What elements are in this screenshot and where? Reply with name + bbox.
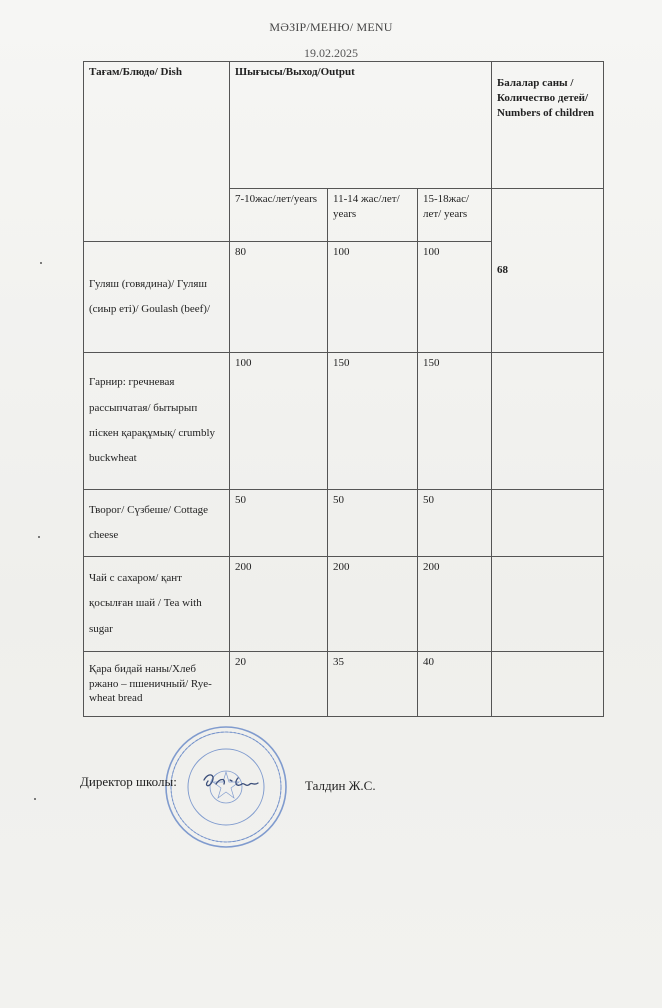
output-7-10: 20 — [230, 652, 328, 717]
dish-name: Чай с сахаром/ қант қосылған шай / Tea with sugar — [84, 557, 230, 652]
output-15-18: 100 — [418, 242, 492, 353]
children-empty — [492, 557, 604, 652]
header-age-15-18: 15-18жас/лет/ years — [418, 189, 492, 242]
menu-table — [83, 61, 604, 717]
output-15-18: 150 — [418, 353, 492, 490]
output-15-18: 200 — [418, 557, 492, 652]
scan-speck — [34, 798, 36, 800]
dish-name: Гарнир: гречневая рассыпчатая/ бытырып піскен қарақұмық/ crumbly buckwheat — [84, 353, 230, 490]
header-children: Балалар саны /Количество детей/ Numbers of children — [492, 62, 604, 189]
dish-name: Творог/ Сүзбеше/ Cottage cheese — [84, 490, 230, 557]
children-count: 68 — [492, 189, 604, 353]
output-15-18: 40 — [418, 652, 492, 717]
scan-speck — [38, 536, 40, 538]
director-name: Талдин Ж.С. — [305, 778, 376, 793]
header-output: Шығысы/Выход/Output — [230, 62, 492, 189]
output-11-14: 100 — [328, 242, 418, 353]
header-row-1 — [84, 62, 604, 189]
dish-name: Қара бидай наны/Хлеб ржано – пшеничный/ Rye-wheat bread — [84, 652, 230, 717]
document-title: МӘЗІР/МЕНЮ/ MENU — [269, 20, 393, 34]
table-row — [84, 490, 604, 557]
output-15-18: 50 — [418, 490, 492, 557]
document-date: 19.02.2025 — [304, 46, 358, 60]
children-empty — [492, 652, 604, 717]
output-7-10: 50 — [230, 490, 328, 557]
output-11-14: 35 — [328, 652, 418, 717]
header-age-7-10: 7-10жас/лет/years — [230, 189, 328, 242]
output-7-10: 80 — [230, 242, 328, 353]
header-age-11-14: 11-14 жас/лет/ years — [328, 189, 418, 242]
output-11-14: 200 — [328, 557, 418, 652]
output-11-14: 50 — [328, 490, 418, 557]
children-empty — [492, 353, 604, 490]
table-row — [84, 557, 604, 652]
dish-name: Гуляш (говядина)/ Гуляш (сиыр еті)/ Goulash (beef)/ — [84, 242, 230, 353]
output-7-10: 200 — [230, 557, 328, 652]
children-empty — [492, 490, 604, 557]
output-7-10: 100 — [230, 353, 328, 490]
scan-speck — [40, 262, 42, 264]
header-dish: Тағам/Блюдо/ Dish — [84, 62, 230, 242]
output-11-14: 150 — [328, 353, 418, 490]
table-row — [84, 353, 604, 490]
signature-icon — [196, 768, 266, 798]
director-label: Директор школы: — [80, 774, 177, 789]
table-row — [84, 652, 604, 717]
